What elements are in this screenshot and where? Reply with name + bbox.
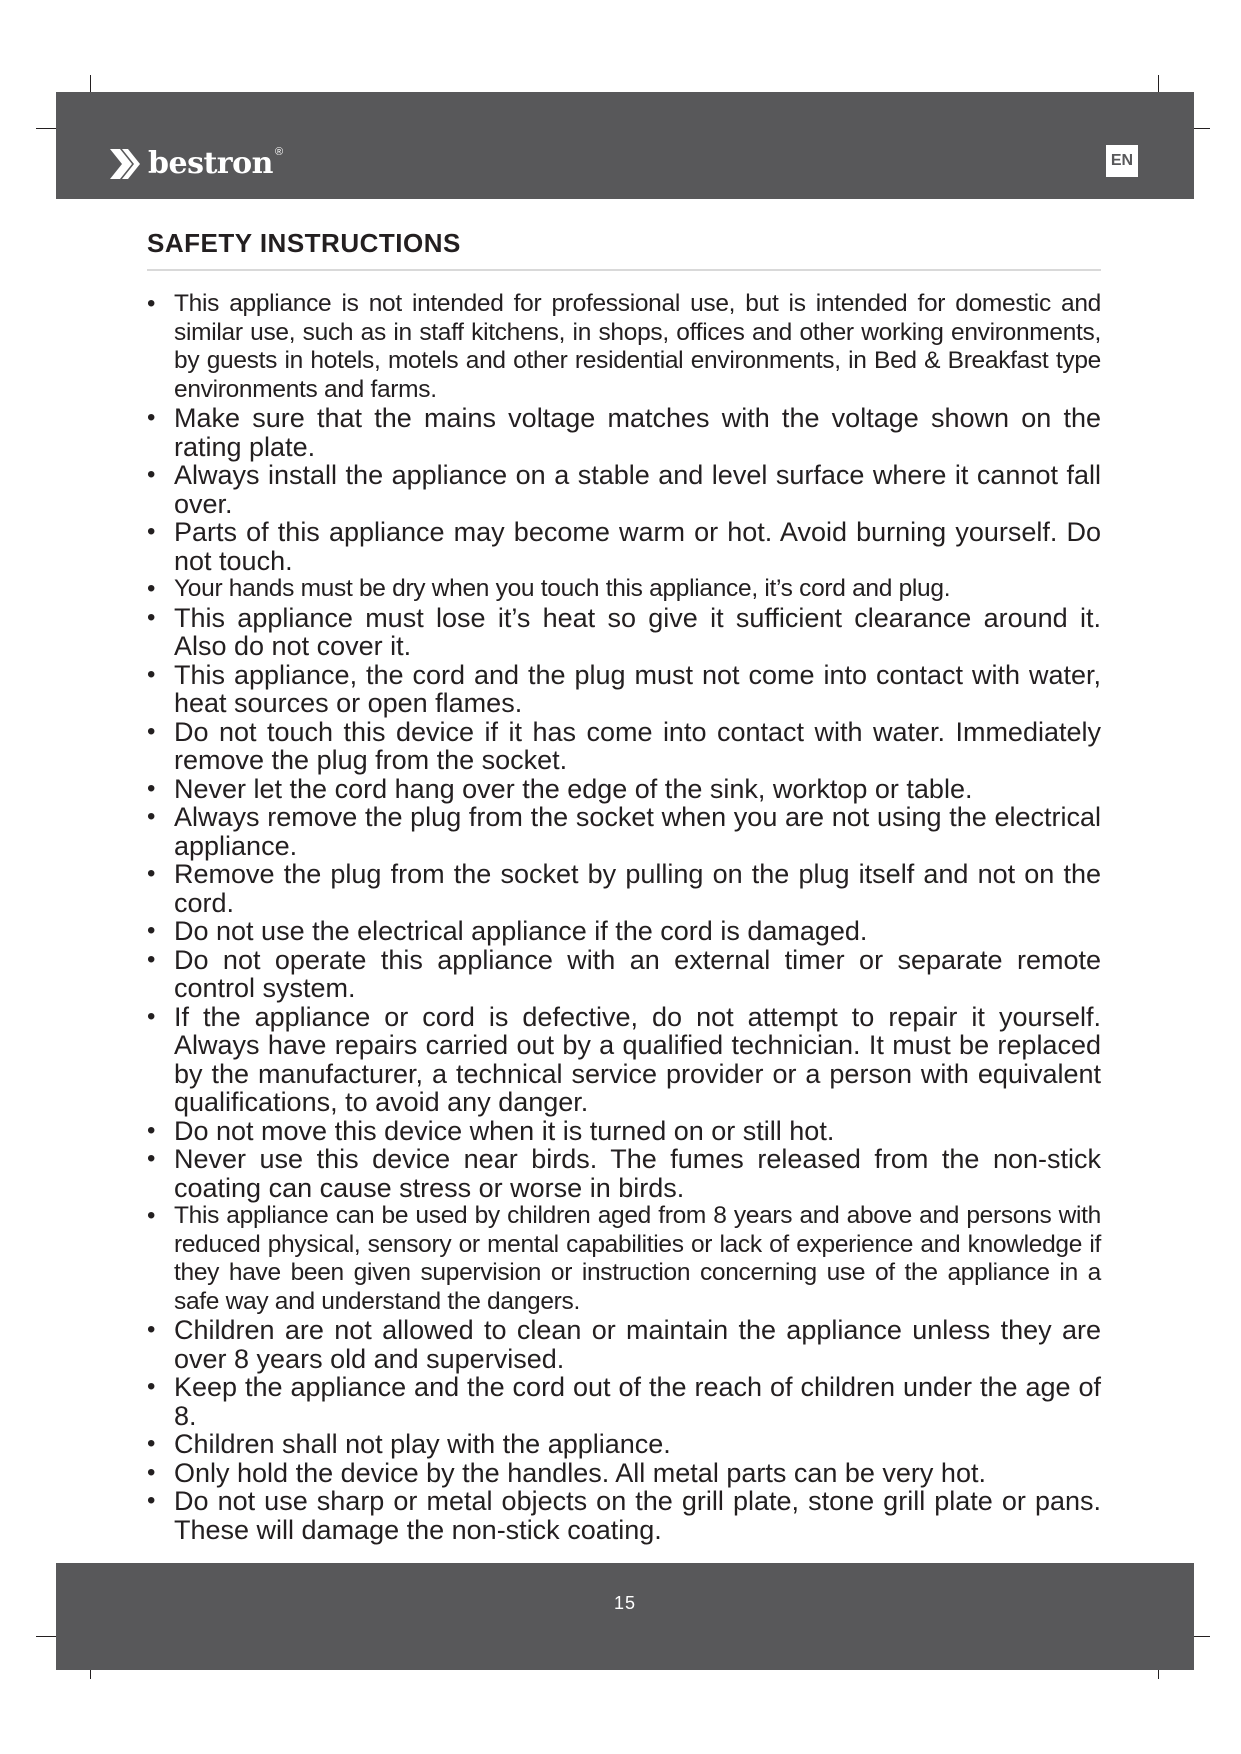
list-item [147, 1459, 1101, 1488]
list-item-text: Keep the appliance and the cord out of the reach of children under the age of 8. [174, 1372, 1101, 1431]
list-item-text: Do not operate this appliance with an external timer or separate remote control system. [174, 944, 1101, 1003]
list-item [147, 1145, 1101, 1202]
bullet: • [147, 1002, 156, 1030]
list-item [147, 1117, 1101, 1146]
list-item-text: Children shall not play with the appliance. [174, 1429, 671, 1459]
bullet: • [147, 1487, 156, 1514]
list-item [147, 1003, 1101, 1117]
list-item-text: Always install the appliance on a stable and level surface where it cannot fall over. [174, 460, 1101, 519]
list-item [147, 461, 1101, 518]
bullet: • [147, 717, 156, 745]
brand-name: bestron [148, 146, 273, 181]
list-item [147, 860, 1101, 917]
bullet: • [147, 1373, 156, 1400]
list-item [147, 404, 1101, 461]
list-item-text: This appliance can be used by children aged from 8 years and above and persons with reduced physical, sensory or mental capabilities or lack of experience and knowledge if they have been given supervision or instruction concerning use of the appliance in a safe way and understand the dangers. [174, 1202, 1101, 1315]
bullet: • [147, 461, 156, 488]
list-item-text: Your hands must be dry when you touch this appliance, it’s cord and plug. [174, 575, 951, 602]
page-footer [56, 1563, 1194, 1670]
list-item [147, 1202, 1101, 1316]
language-badge: EN [1106, 145, 1138, 177]
page-title: SAFETY INSTRUCTIONS [147, 228, 461, 258]
bullet: • [147, 1145, 156, 1172]
list-item [147, 518, 1101, 575]
bullet: • [147, 1458, 156, 1486]
list-item [147, 1316, 1101, 1373]
list-item-text: Remove the plug from the socket by pulling on the plug itself and not on the cord. [174, 859, 1101, 918]
page-header [56, 92, 1194, 199]
safety-instructions-list [147, 290, 1101, 1544]
list-item [147, 604, 1101, 661]
bullet: • [147, 1116, 156, 1144]
list-item-text: This appliance is not intended for professional use, but is intended for domestic and similar use, such as in staff kitchens, in shops, offices and other working environments, by guests in hotels, motels and other residential environments, in Bed & Breakfast type environments and farms. [174, 290, 1101, 403]
bullet: • [147, 660, 156, 688]
page-number: 15 [613, 1593, 637, 1613]
bullet: • [147, 945, 156, 973]
list-item-text: If the appliance or cord is defective, do not attempt to repair it yourself. Always have repairs carried out by a qualified technician. It must be replaced by the manufacturer, a technical service provider or a person with equivalent qualifications, to avoid any danger. [174, 1001, 1101, 1117]
brand-logo [108, 144, 283, 184]
bullet: • [147, 603, 156, 631]
list-item-text: Children are not allowed to clean or maintain the appliance unless they are over 8 years old and supervised. [174, 1315, 1101, 1374]
list-item-text: Do not move this device when it is turned on or still hot. [174, 1115, 835, 1146]
list-item [147, 661, 1101, 718]
bullet: • [147, 404, 156, 431]
list-item-text: Parts of this appliance may become warm or hot. Avoid burning yourself. Do not touch. [174, 517, 1101, 576]
title-divider [147, 269, 1101, 271]
bullet: • [147, 860, 156, 887]
list-item [147, 575, 1101, 604]
bullet: • [147, 774, 156, 802]
list-item-text: Do not use sharp or metal objects on the grill plate, stone grill plate or pans. These will damage the non-stick coating. [174, 1486, 1101, 1545]
list-item [147, 946, 1101, 1003]
bullet: • [147, 1202, 156, 1229]
list-item [147, 718, 1101, 775]
list-item-text: Make sure that the mains voltage matches with the voltage shown on the rating plate. [174, 403, 1101, 462]
list-item-text: Never use this device near birds. The fumes released from the non-stick coating can cause stress or worse in birds. [174, 1144, 1101, 1203]
bullet: • [147, 917, 156, 944]
bullet: • [147, 1316, 156, 1343]
list-item [147, 290, 1101, 404]
list-item [147, 1373, 1101, 1430]
list-item-text: This appliance must lose it’s heat so give it sufficient clearance around it. Also do not cover it. [174, 602, 1101, 661]
list-item-text: Do not touch this device if it has come into contact with water. Immediately remove the plug from the socket. [174, 716, 1101, 775]
bullet: • [147, 518, 156, 545]
list-item [147, 803, 1101, 860]
bullet: • [147, 1430, 156, 1457]
list-item [147, 1430, 1101, 1459]
list-item [147, 1487, 1101, 1544]
chevron-logo-icon [108, 147, 142, 181]
list-item-text: Do not use the electrical appliance if the cord is damaged. [174, 916, 868, 946]
list-item-text: This appliance, the cord and the plug must not come into contact with water, heat sources or open flames. [174, 659, 1101, 718]
list-item [147, 775, 1101, 804]
bullet: • [147, 290, 156, 317]
list-item-text: Always remove the plug from the socket when you are not using the electrical appliance. [174, 802, 1101, 861]
bullet: • [147, 803, 156, 830]
list-item [147, 917, 1101, 946]
list-item-text: Only hold the device by the handles. All metal parts can be very hot. [174, 1457, 986, 1488]
registered-mark: ® [274, 146, 284, 158]
bullet: • [147, 575, 156, 602]
list-item-text: Never let the cord hang over the edge of the sink, worktop or table. [174, 773, 973, 804]
